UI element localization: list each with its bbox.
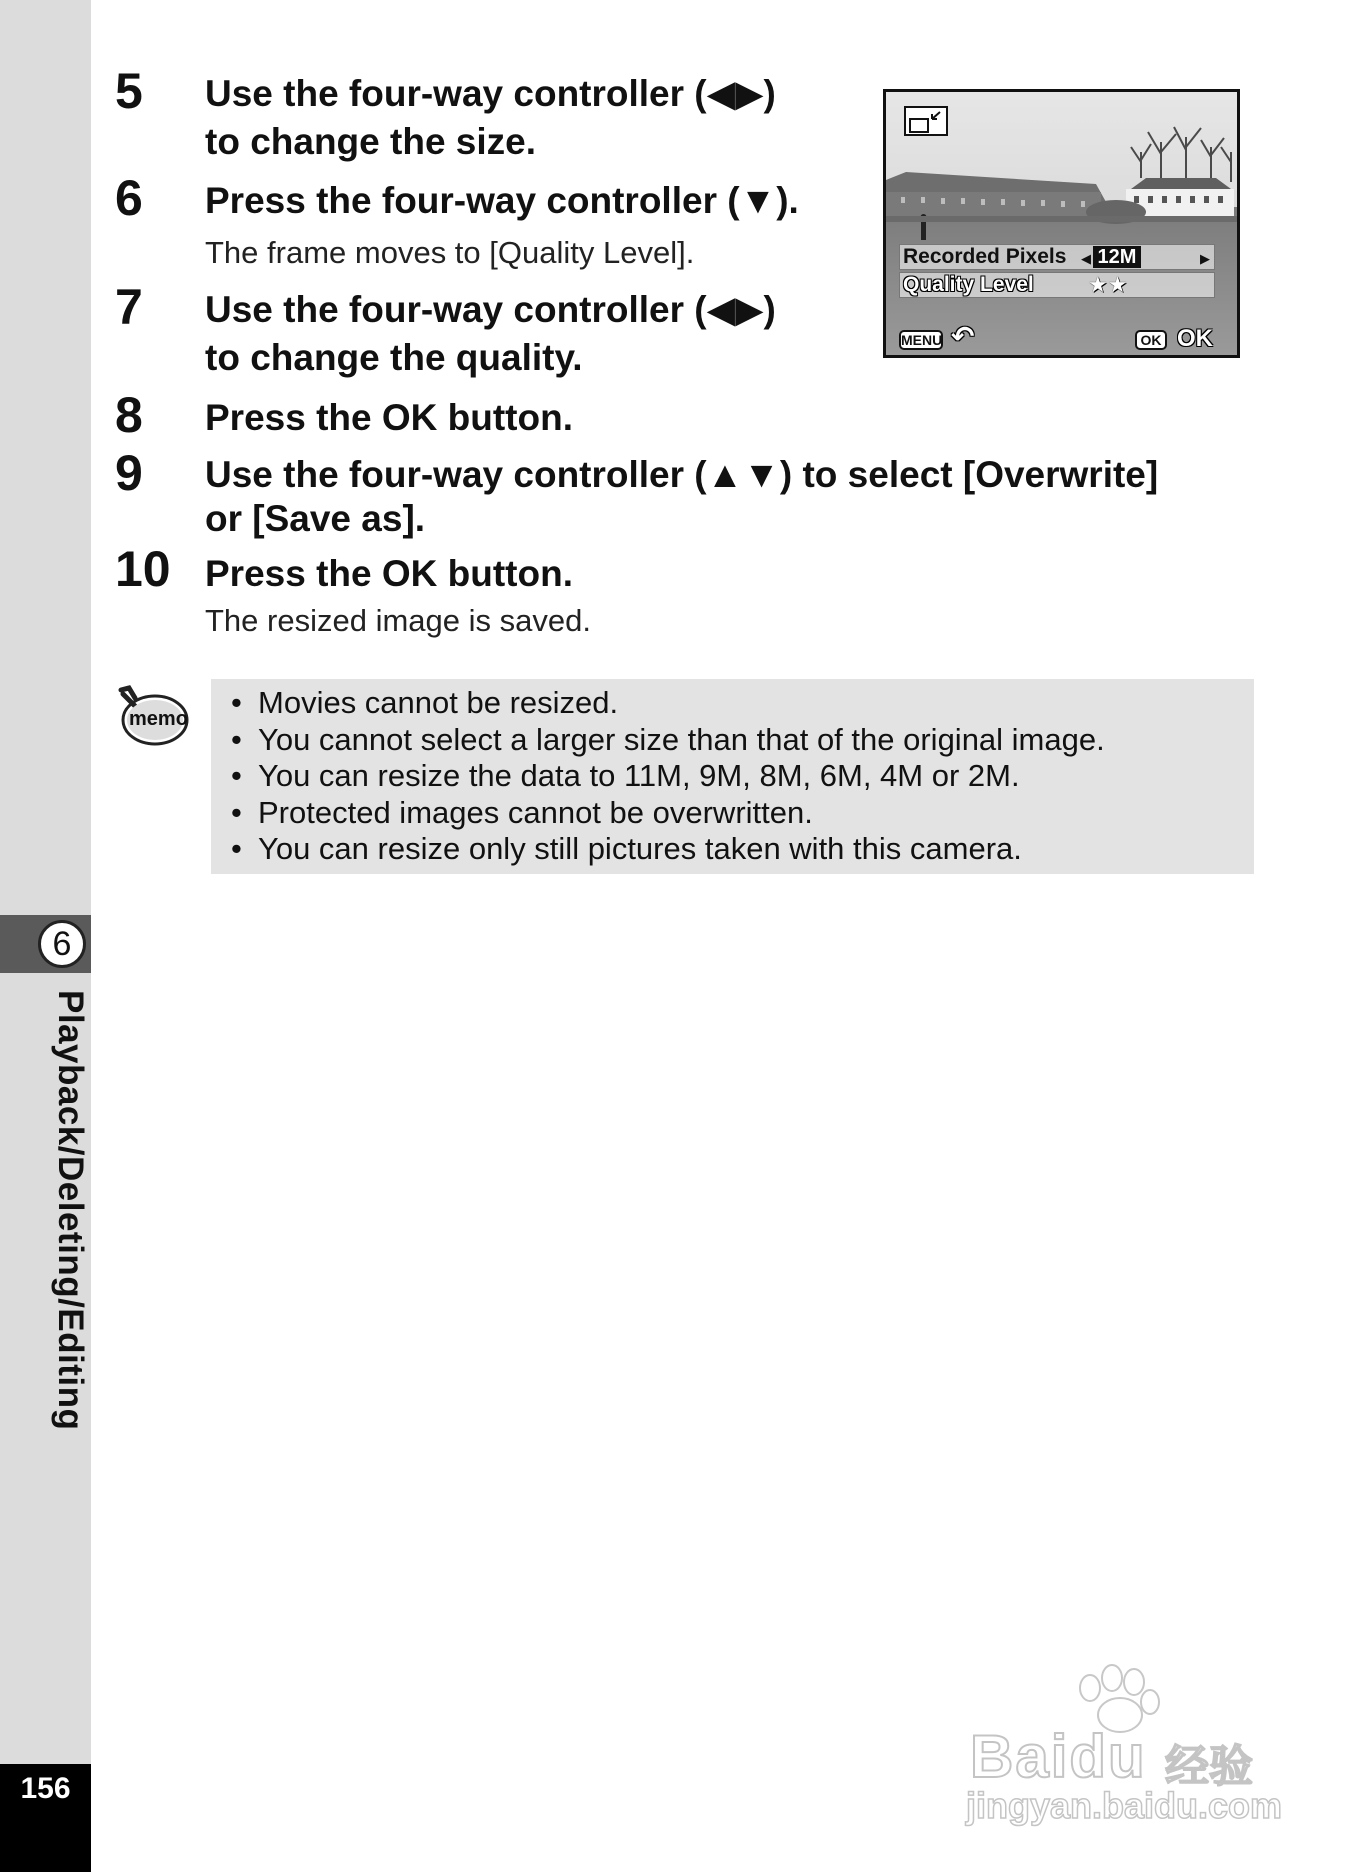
step-number: 5 <box>115 63 143 119</box>
ok-key: OK <box>1135 330 1167 350</box>
step-line: or [Save as]. <box>205 498 426 539</box>
triangle-left-icon: ◀ <box>1081 251 1091 266</box>
step-line: Press the four-way controller (▼). <box>205 180 799 221</box>
recorded-pixels-value: 12M <box>1093 246 1141 268</box>
step-number: 8 <box>115 387 143 443</box>
memo-list <box>231 685 1105 868</box>
quality-level-label: Quality Level <box>903 273 1034 296</box>
step-line: Press the OK button. <box>205 397 573 438</box>
step-line: Use the four-way controller (▲▼) to select [Overwrite] <box>205 454 1159 495</box>
recorded-pixels-row <box>899 244 1215 270</box>
memo-item: • You can resize only still pictures taken with this camera. <box>231 831 1105 868</box>
step-instruction <box>205 177 799 225</box>
watermark-url: jingyan.baidu.com <box>966 1785 1283 1826</box>
memo-item: • Protected images cannot be overwritten. <box>231 795 1105 832</box>
step-instruction <box>205 453 1158 541</box>
step-instruction <box>205 286 776 382</box>
step-note: The resized image is saved. <box>205 603 591 638</box>
step-instruction <box>205 550 573 598</box>
step-number: 6 <box>115 170 143 226</box>
step-line: Use the four-way controller (◀▶) <box>205 73 776 114</box>
step-line: to change the size. <box>205 121 537 162</box>
quality-stars: ★★ <box>1088 272 1128 297</box>
memo-item: • You cannot select a larger size than that of the original image. <box>231 722 1105 759</box>
step-line: to change the quality. <box>205 337 583 378</box>
chapter-number: 6 <box>38 920 86 968</box>
back-arrow-icon: ↶ <box>951 321 975 352</box>
recorded-pixels-label: Recorded Pixels <box>903 245 1067 268</box>
memo-item: • You can resize the data to 11M, 9M, 8M, 6M, 4M or 2M. <box>231 758 1105 795</box>
watermark-service: 经验 <box>1165 1742 1253 1791</box>
step-number: 10 <box>115 541 171 597</box>
step-number: 9 <box>115 445 143 501</box>
watermark-brand: Baidu <box>970 1723 1147 1790</box>
step-line: Press the OK button. <box>205 553 573 594</box>
memo-label: memo <box>129 708 188 730</box>
quality-level-row <box>899 272 1215 298</box>
step-line: Use the four-way controller (◀▶) <box>205 289 776 330</box>
step-note: The frame moves to [Quality Level]. <box>205 235 695 270</box>
memo-item: • Movies cannot be resized. <box>231 685 1105 722</box>
step-instruction <box>205 394 573 442</box>
chapter-title: Playback/Deleting/Editing <box>51 990 90 1431</box>
step-number: 7 <box>115 279 143 335</box>
resize-icon <box>904 106 948 136</box>
memo-box <box>211 679 1254 874</box>
menu-key: MENU <box>901 332 943 348</box>
step-instruction <box>205 70 776 166</box>
ok-caption: OK <box>1177 325 1213 352</box>
page-number: 156 <box>20 1772 71 1805</box>
triangle-right-icon: ▶ <box>1200 251 1210 266</box>
camera-screen-illustration <box>883 89 1240 358</box>
